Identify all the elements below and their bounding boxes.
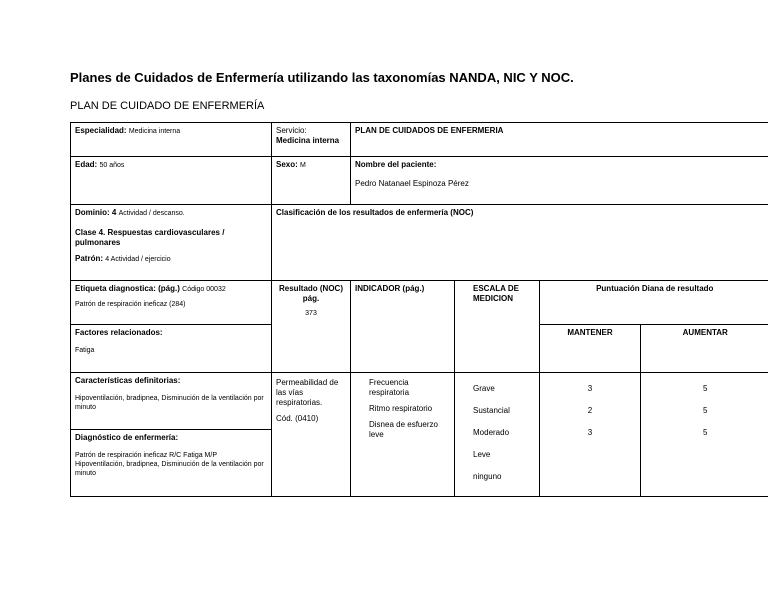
dominio-cell (71, 205, 272, 281)
factores-label: Factores relacionados: (75, 328, 163, 337)
plan-header-label: PLAN DE CUIDADOS DE ENFERMERIA (355, 126, 504, 135)
etiqueta-code: Código 00032 (182, 286, 226, 293)
row-etiqueta (71, 281, 768, 325)
caracteristicas-label: Características definitorias: (75, 376, 181, 385)
resultado-page: 373 (305, 310, 317, 317)
aumentar-header-cell (641, 325, 768, 373)
indicador-header-cell (351, 281, 455, 373)
paciente-value: Pedro Natanael Espinoza Pérez (355, 179, 469, 188)
paciente-label: Nombre del paciente: (355, 160, 437, 169)
escala-grave: Grave (473, 384, 495, 393)
servicio-cell (272, 123, 351, 157)
mantener-1: 3 (587, 384, 593, 393)
dominio-label: Dominio: 4 (75, 208, 117, 217)
escala-leve: Leve (473, 450, 491, 459)
noc-label: Clasificación de los resultados de enfermería (NOC) (276, 208, 474, 217)
puntuacion-label: Puntuación Diana de resultado (596, 284, 714, 293)
servicio-label: Servicio: (276, 126, 307, 135)
escala-sustancial: Sustancial (473, 406, 510, 415)
mantener-label: MANTENER (567, 328, 613, 337)
diagnostico-label: Diagnóstico de enfermería: (75, 433, 179, 442)
escala-cell (455, 373, 540, 497)
mantener-header-cell (540, 325, 641, 373)
caracteristicas-block (71, 373, 271, 430)
resultado-text: Permeabilidad de las vías respiratorias. (276, 378, 339, 407)
especialidad-cell (71, 123, 272, 157)
edad-cell (71, 157, 272, 205)
indicador-2: Ritmo respiratorio (369, 404, 433, 413)
resultado-cell (272, 373, 351, 497)
escala-moderado: Moderado (473, 428, 510, 437)
etiqueta-label: Etiqueta diagnostica: (pág.) (75, 284, 180, 293)
puntuacion-header-cell (540, 281, 768, 325)
escala-ninguno: ninguno (473, 472, 502, 481)
especialidad-label: Especialidad: (75, 126, 127, 135)
row-caracteristicas (71, 373, 768, 497)
indicador-3: Disnea de esfuerzo leve (369, 420, 438, 439)
resultado-code: Cód. (0410) (276, 414, 319, 423)
noc-cell (272, 205, 768, 281)
diagnostico-value: Patrón de respiración ineficaz R/C Fatiga M/P Hipoventilación, bradipnea, Disminución de la ventilación por minuto (75, 452, 264, 477)
diagnostico-block (71, 430, 271, 481)
row-dominio (71, 205, 768, 281)
etiqueta-value: Patrón de respiración ineficaz (284) (75, 300, 186, 308)
indicador-cell (351, 373, 455, 497)
aumentar-3: 5 (703, 428, 708, 437)
sexo-cell (272, 157, 351, 205)
mantener-3: 3 (587, 428, 593, 437)
aumentar-1: 5 (703, 384, 708, 393)
factores-value: Fatiga (75, 347, 95, 354)
dominio-value: Actividad / descanso. (118, 210, 185, 217)
sexo-value: M (300, 162, 306, 169)
row-edad (71, 157, 768, 205)
resultado-header-cell (272, 281, 351, 373)
clase-text: Clase 4. Respuestas cardiovasculares / pulmonares (75, 227, 225, 247)
indicador-1: Frecuencia respiratoria (369, 378, 410, 397)
caracteristicas-diagnostico-cell (71, 373, 272, 497)
edad-value: 50 años (99, 162, 125, 169)
factores-cell (71, 325, 272, 373)
caracteristicas-value: Hipoventilación, bradipnea, Disminución de la ventilación por minuto (75, 395, 264, 411)
mantener-cell (540, 373, 641, 497)
especialidad-value: Medicina interna (128, 128, 181, 135)
row-especialidad (71, 123, 768, 157)
paciente-cell (351, 157, 768, 205)
aumentar-2: 5 (703, 406, 708, 415)
care-plan-table (70, 122, 768, 497)
servicio-value: Medicina interna (276, 136, 340, 145)
indicador-label: INDICADOR (pág.) (355, 284, 425, 293)
patron-label: Patrón: (75, 253, 103, 263)
patron-value: 4 Actividad / ejercicio (105, 255, 171, 263)
aumentar-label: AUMENTAR (682, 328, 728, 337)
document-title: Planes de Cuidados de Enfermería utilizando las taxonomías NANDA, NIC Y NOC. (70, 70, 574, 85)
plan-header-cell (351, 123, 768, 157)
escala-header-cell (455, 281, 540, 373)
resultado-label: Resultado (NOC) pág. (279, 284, 343, 303)
escala-label: ESCALA DE MEDICION (473, 284, 519, 303)
document-subtitle: PLAN DE CUIDADO DE ENFERMERÍA (70, 100, 265, 112)
mantener-2: 2 (587, 406, 593, 415)
etiqueta-cell (71, 281, 272, 325)
aumentar-cell (641, 373, 768, 497)
sexo-label: Sexo: (276, 160, 298, 169)
edad-label: Edad: (75, 160, 98, 169)
